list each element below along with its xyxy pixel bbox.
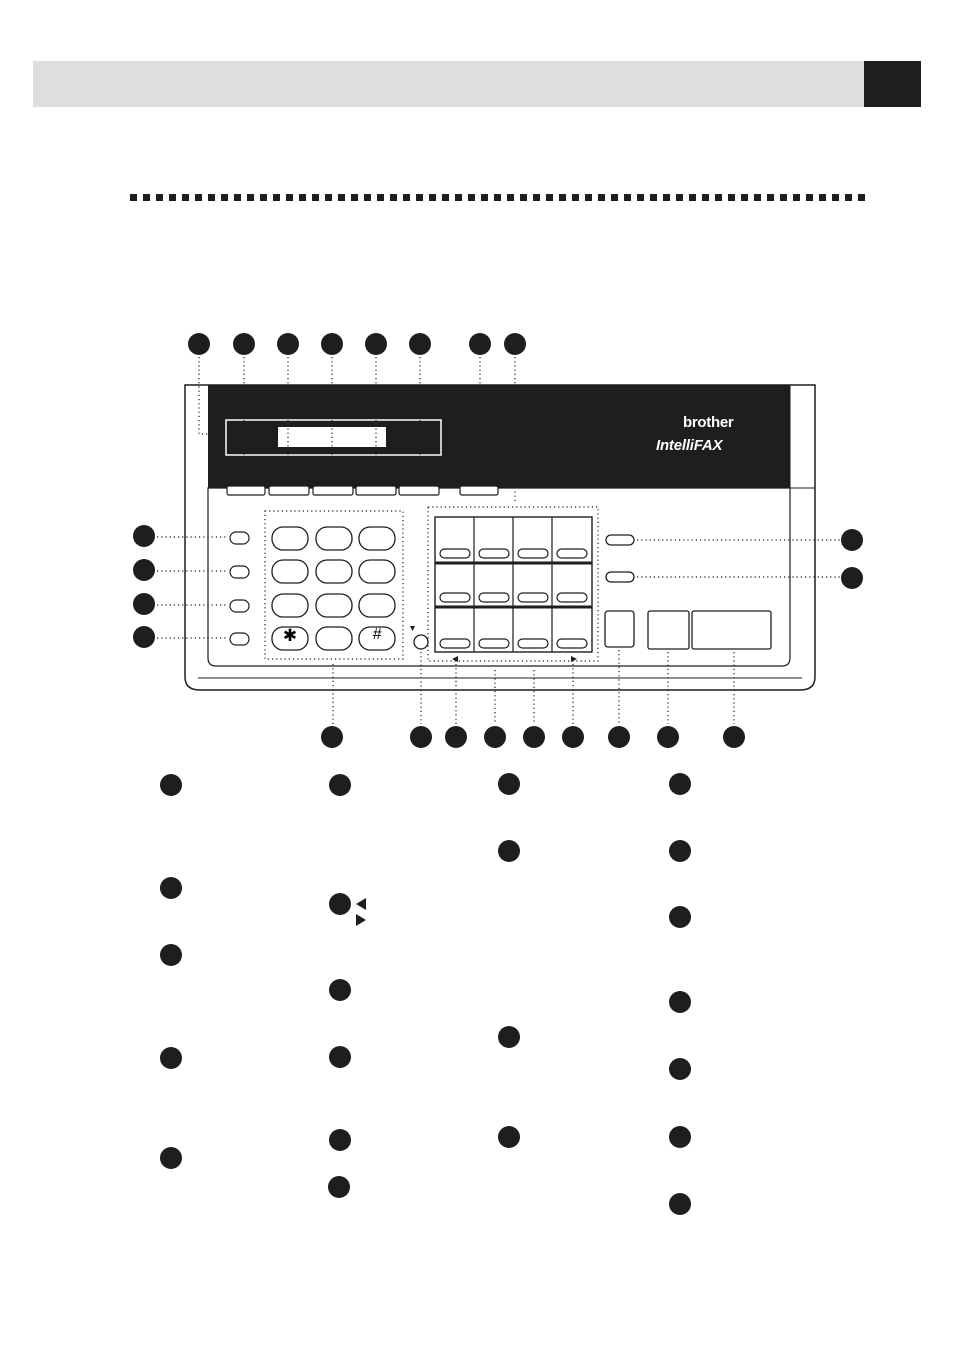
callout-top-3 [277,333,299,355]
legend-bullet-c3-4 [498,1126,520,1148]
legend-bullet-c3-1 [498,773,520,795]
legend-bullet-c4-5 [669,1058,691,1080]
panel-edge-right [790,385,815,488]
one-touch-key-07[interactable] [518,593,548,602]
dial-key-4[interactable] [272,560,308,583]
dial-key-7[interactable] [272,594,308,617]
one-touch-key-05[interactable] [440,593,470,602]
dial-key-9[interactable] [359,594,395,617]
callout-top-1 [188,333,210,355]
legend-bullet-c1-4 [160,1047,182,1069]
one-touch-key-02[interactable] [479,549,509,558]
callout-top-2 [233,333,255,355]
callout-bottom-9 [723,726,745,748]
one-touch-key-08[interactable] [557,593,587,602]
callout-bottom-7 [608,726,630,748]
callout-bottom-1 [321,726,343,748]
legend-bullet-c4-6 [669,1126,691,1148]
left-button-4[interactable] [230,633,249,645]
dial-key-2[interactable] [316,527,352,550]
callout-top-7 [469,333,491,355]
legend-bullet-c2-5 [329,1129,351,1151]
right-button-2[interactable] [606,572,634,582]
one-touch-key-11[interactable] [518,639,548,648]
legend-bullet-c2-4 [329,1046,351,1068]
wide-button-right[interactable] [692,611,771,649]
square-button[interactable] [605,611,634,647]
function-button-5[interactable] [399,486,439,495]
callout-top-6 [409,333,431,355]
function-button-6[interactable] [460,486,498,495]
callout-top-5 [365,333,387,355]
one-touch-key-10[interactable] [479,639,509,648]
legend-bullet-c2-3 [329,979,351,1001]
one-touch-key-12[interactable] [557,639,587,648]
one-touch-key-04[interactable] [557,549,587,558]
callout-bottom-5 [523,726,545,748]
legend-bullet-c4-2 [669,840,691,862]
one-touch-key-09[interactable] [440,639,470,648]
left-button-2[interactable] [230,566,249,578]
left-button-1[interactable] [230,532,249,544]
callout-bottom-4 [484,726,506,748]
callout-top-8 [504,333,526,355]
legend-bullet-c1-5 [160,1147,182,1169]
dial-key-8[interactable] [316,594,352,617]
callout-left-1 [133,525,155,547]
round-button[interactable] [414,635,428,649]
callout-bottom-2 [410,726,432,748]
dial-key-1[interactable] [272,527,308,550]
wide-button-left[interactable] [648,611,689,649]
callout-right-1 [841,529,863,551]
one-touch-key-06[interactable] [479,593,509,602]
triangle-right-icon [571,656,577,662]
legend-bullet-c2-2 [329,893,351,915]
legend-bullet-c4-7 [669,1193,691,1215]
legend-bullet-c4-3 [669,906,691,928]
legend-bullet-c2-1 [329,774,351,796]
legend-bullet-c4-1 [669,773,691,795]
dial-key-star-label: ✱ [282,626,298,645]
one-touch-key-01[interactable] [440,549,470,558]
callout-left-3 [133,593,155,615]
callout-bottom-8 [657,726,679,748]
legend-bullet-c3-3 [498,1026,520,1048]
dial-key-6[interactable] [359,560,395,583]
callout-right-2 [841,567,863,589]
legend-bullet-c4-4 [669,991,691,1013]
triangle-right-icon [356,914,366,926]
dial-key-5[interactable] [316,560,352,583]
function-button-4[interactable] [356,486,396,495]
dial-key-0[interactable] [316,627,352,650]
legend-bullet-c1-2 [160,877,182,899]
brand-logo: brother [683,414,734,431]
triangle-left-icon [356,898,366,910]
legend-bullet-c1-1 [160,774,182,796]
model-name: IntelliFAX [656,437,723,454]
function-button-3[interactable] [313,486,353,495]
dial-key-3[interactable] [359,527,395,550]
triangle-down-icon [410,626,415,631]
legend-bullet-c3-2 [498,840,520,862]
legend-bullet-c2-6 [328,1176,350,1198]
legend-bullet-c1-3 [160,944,182,966]
dial-key-hash-label: # [372,626,382,643]
callout-bottom-3 [445,726,467,748]
callout-left-2 [133,559,155,581]
one-touch-key-03[interactable] [518,549,548,558]
function-button-2[interactable] [269,486,309,495]
callout-bottom-6 [562,726,584,748]
callout-top-4 [321,333,343,355]
function-button-1[interactable] [227,486,265,495]
callout-left-4 [133,626,155,648]
left-button-3[interactable] [230,600,249,612]
right-button-1[interactable] [606,535,634,545]
